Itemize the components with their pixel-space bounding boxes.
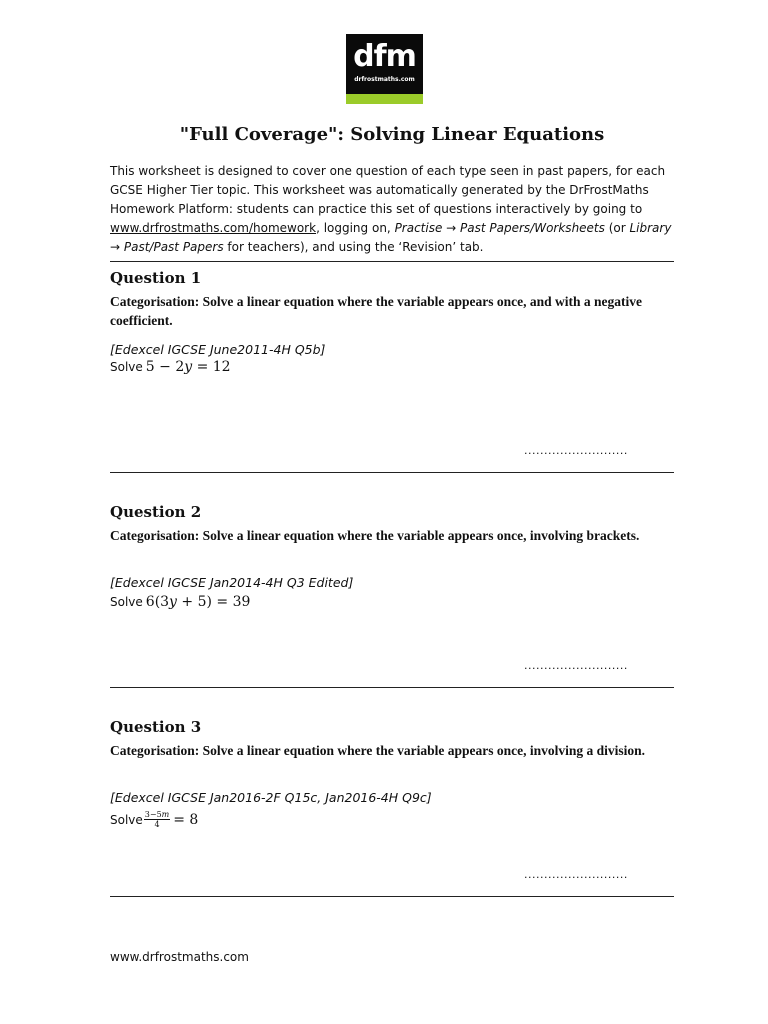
intro-path: Practise → Past Papers/Worksheets: [394, 221, 605, 235]
question-2-equation: 6(3𝑦 + 5) = 39: [145, 594, 251, 610]
intro-line-5: [110, 238, 670, 257]
question-3-source: [Edexcel IGCSE Jan2016-2F Q15c, Jan2016-4H Q9c]: [110, 790, 432, 805]
intro-path: → Past/Past Papers: [110, 240, 224, 254]
question-2-answer-line[interactable]: ..........................: [524, 659, 628, 672]
question-1-category: Categorisation: Solve a linear equation where the variable appears once, and with a negative coefficient.: [110, 294, 642, 328]
solve-label: Solve: [110, 595, 143, 609]
intro-paragraph: [110, 162, 670, 257]
logo-subtext: drfrostmaths.com: [354, 76, 415, 83]
divider: [110, 687, 674, 688]
divider: [110, 261, 674, 262]
homework-link[interactable]: www.drfrostmaths.com/homework: [110, 221, 317, 235]
intro-text: , logging on,: [316, 221, 395, 235]
intro-line-1: This worksheet is designed to cover one question of each type seen in past papers, for each: [110, 164, 666, 178]
question-2-prompt: [110, 594, 250, 610]
intro-text: (or: [604, 221, 630, 235]
solve-label: Solve: [110, 812, 143, 827]
question-2-category: Categorisation: Solve a linear equation where the variable appears once, involving brackets.: [110, 528, 640, 543]
question-1-prompt: [110, 359, 231, 375]
question-2-heading: Question 2: [110, 503, 202, 521]
question-3-equation-rhs: = 8: [173, 811, 199, 828]
solve-label: Solve: [110, 360, 143, 374]
question-3-prompt: [110, 810, 198, 829]
question-3-category: Categorisation: Solve a linear equation where the variable appears once, involving a division.: [110, 743, 646, 758]
divider: [110, 472, 674, 473]
intro-text: for teachers), and using the ‘Revision’ tab.: [223, 240, 484, 254]
intro-line-2: GCSE Higher Tier topic. This worksheet was automatically generated by the DrFrostMaths: [110, 183, 649, 197]
logo-green-bar: [346, 94, 423, 104]
fraction-denominator: 4: [154, 820, 160, 829]
intro-path: Library: [629, 221, 672, 235]
footer-url: www.drfrostmaths.com: [110, 950, 249, 964]
dfm-logo: [346, 34, 423, 104]
fraction-numerator: 3−5𝑚: [144, 810, 170, 819]
question-3-heading: Question 3: [110, 718, 202, 736]
question-3-fraction: [144, 810, 170, 829]
question-1-equation: 5 − 2𝑦 = 12: [145, 359, 231, 375]
logo-text: dfm: [353, 39, 416, 74]
question-1-heading: Question 1: [110, 269, 202, 287]
question-1-answer-line[interactable]: ..........................: [524, 444, 628, 457]
intro-line-3: Homework Platform: students can practice this set of questions interactively by going to: [110, 202, 643, 216]
page-title: "Full Coverage": Solving Linear Equations: [179, 124, 605, 145]
question-3-answer-line[interactable]: ..........................: [524, 868, 628, 881]
intro-line-4: [110, 219, 670, 238]
question-1-source: [Edexcel IGCSE June2011-4H Q5b]: [110, 342, 326, 357]
question-2-source: [Edexcel IGCSE Jan2014-4H Q3 Edited]: [110, 575, 354, 590]
divider: [110, 896, 674, 897]
